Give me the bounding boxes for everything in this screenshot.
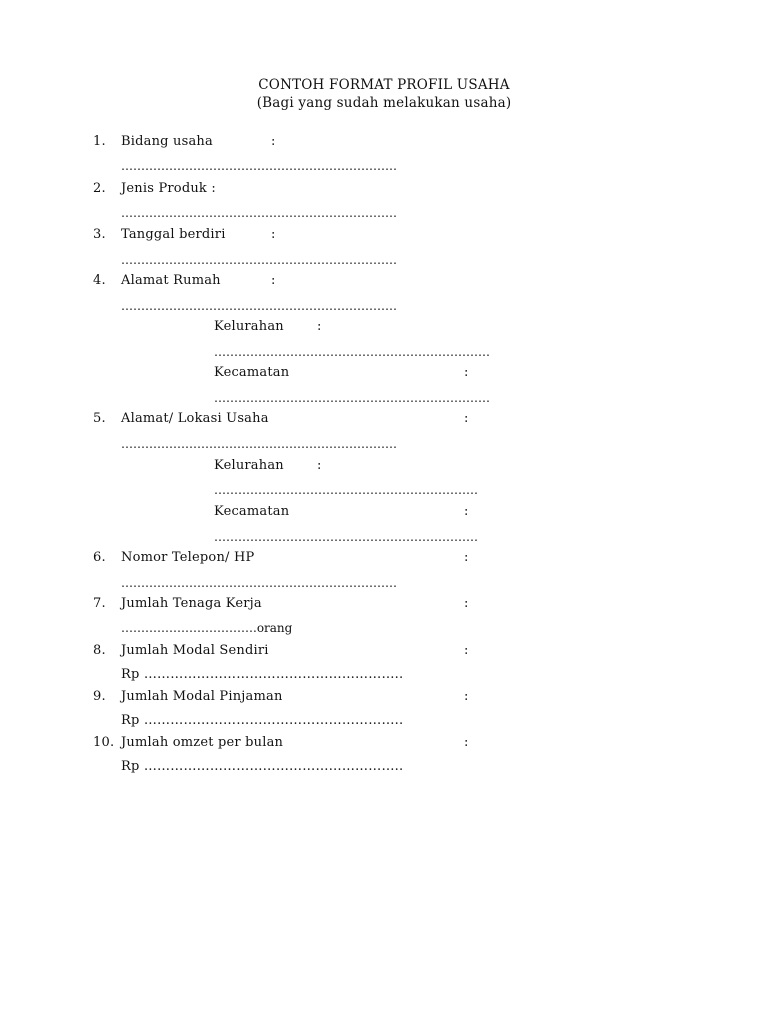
item-label: Jumlah Tenaga Kerja xyxy=(121,596,262,611)
item-colon: : xyxy=(464,643,469,658)
sub-item-label: Kelurahan xyxy=(214,319,284,334)
item-label: Nomor Telepon/ HP xyxy=(121,550,255,565)
item-number: 3. xyxy=(93,227,106,242)
item-number: 9. xyxy=(93,689,106,704)
item-colon: : xyxy=(464,411,469,426)
item-colon: : xyxy=(464,504,469,519)
sub-item-label: Kecamatan xyxy=(214,365,290,380)
fill-in-blank[interactable]: Rp ………………………………………………….. xyxy=(121,667,404,682)
fill-in-blank[interactable]: …………………………………………………………… xyxy=(214,391,490,405)
fill-in-blank[interactable]: …………………………………………………………… xyxy=(121,299,397,313)
item-number: 2. xyxy=(93,181,106,196)
fill-in-blank[interactable]: …………………………………………………………… xyxy=(121,253,397,267)
item-colon: : xyxy=(464,596,469,611)
fill-in-blank[interactable]: …………………………….orang xyxy=(121,621,293,635)
item-colon: : xyxy=(271,273,276,288)
item-colon: : xyxy=(271,227,276,242)
item-colon: : xyxy=(464,689,469,704)
item-label: Bidang usaha xyxy=(121,134,213,149)
item-number: 1. xyxy=(93,134,106,149)
item-colon: : xyxy=(317,319,322,334)
item-number: 8. xyxy=(93,643,106,658)
item-number: 6. xyxy=(93,550,106,565)
sub-item-label: Kelurahan xyxy=(214,458,284,473)
item-colon: : xyxy=(464,550,469,565)
document-title: CONTOH FORMAT PROFIL USAHA xyxy=(258,77,510,93)
item-label: Jumlah omzet per bulan xyxy=(121,735,284,750)
fill-in-blank[interactable]: …………………………………………………………… xyxy=(121,576,397,590)
fill-in-blank[interactable]: Rp ………………………………………………….. xyxy=(121,759,404,774)
item-colon: : xyxy=(464,735,469,750)
fill-in-blank[interactable]: …………………………………………………………… xyxy=(121,159,397,173)
item-number: 7. xyxy=(93,596,106,611)
fill-in-blank[interactable]: …………………………………………………………… xyxy=(214,345,490,359)
item-number: 5. xyxy=(93,411,106,426)
item-label: Jenis Produk : xyxy=(121,181,216,196)
item-label: Jumlah Modal Sendiri xyxy=(121,643,269,658)
fill-in-blank[interactable]: …………………………………………………………… xyxy=(121,206,397,220)
item-number: 4. xyxy=(93,273,106,288)
document-subtitle: (Bagi yang sudah melakukan usaha) xyxy=(256,95,512,111)
fill-in-blank[interactable]: …………………………………………………………… xyxy=(121,437,397,451)
item-label: Jumlah Modal Pinjaman xyxy=(121,689,283,704)
fill-in-blank[interactable]: ………………………………………………………… xyxy=(214,530,478,544)
fill-in-blank[interactable]: ………………………………………………………… xyxy=(214,483,478,497)
item-label: Alamat/ Lokasi Usaha xyxy=(121,411,269,426)
item-number: 10. xyxy=(93,735,115,750)
item-colon: : xyxy=(464,365,469,380)
sub-item-label: Kecamatan xyxy=(214,504,290,519)
item-colon: : xyxy=(317,458,322,473)
item-colon: : xyxy=(271,134,276,149)
item-label: Tanggal berdiri xyxy=(121,227,226,242)
item-label: Alamat Rumah xyxy=(121,273,221,288)
fill-in-blank[interactable]: Rp ………………………………………………….. xyxy=(121,713,404,728)
